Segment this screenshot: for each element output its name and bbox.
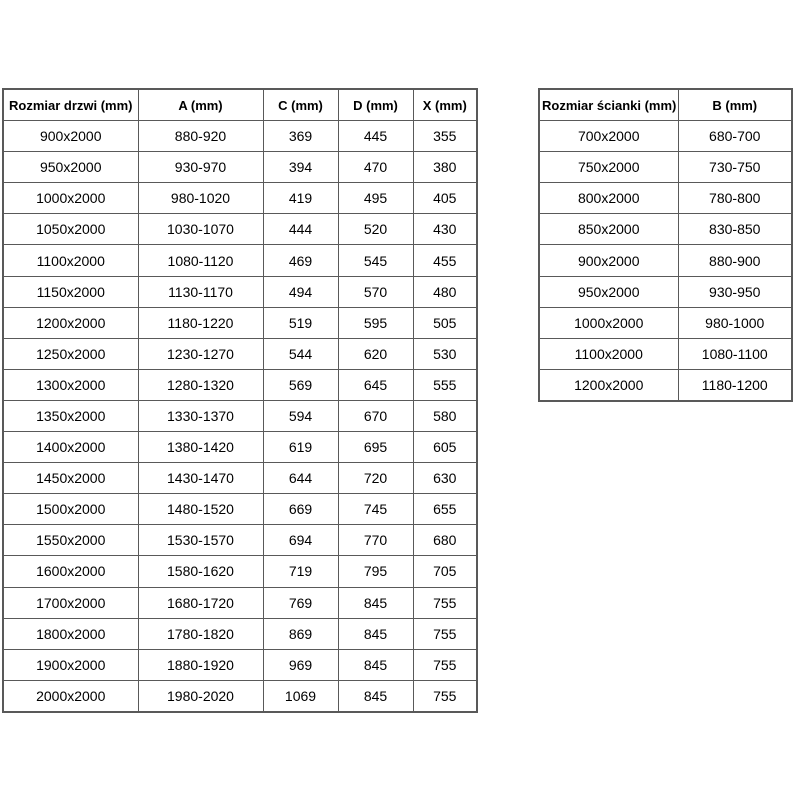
table-cell: 755 — [413, 680, 477, 712]
table-cell: 355 — [413, 121, 477, 152]
table-cell: 950x2000 — [3, 152, 138, 183]
table-cell: 1550x2000 — [3, 525, 138, 556]
table-cell: 1380-1420 — [138, 432, 263, 463]
table-cell: 869 — [263, 618, 338, 649]
table-cell: 969 — [263, 649, 338, 680]
table-cell: 630 — [413, 463, 477, 494]
table-cell: 619 — [263, 432, 338, 463]
table-cell: 494 — [263, 276, 338, 307]
table-cell: 1980-2020 — [138, 680, 263, 712]
table-row — [3, 525, 477, 556]
table-row — [3, 214, 477, 245]
table-cell: 1100x2000 — [3, 245, 138, 276]
table-cell: 605 — [413, 432, 477, 463]
table-cell: 1500x2000 — [3, 494, 138, 525]
table-cell: 405 — [413, 183, 477, 214]
table-cell: 1530-1570 — [138, 525, 263, 556]
table-cell: 1180-1220 — [138, 307, 263, 338]
table-row — [539, 338, 792, 369]
table-cell: 1130-1170 — [138, 276, 263, 307]
table-cell: 980-1020 — [138, 183, 263, 214]
table-row — [539, 369, 792, 401]
column-header: Rozmiar ścianki (mm) — [539, 89, 678, 121]
table-cell: 1180-1200 — [678, 369, 792, 401]
table-cell: 900x2000 — [3, 121, 138, 152]
table-cell: 1050x2000 — [3, 214, 138, 245]
table-cell: 770 — [338, 525, 413, 556]
table-cell: 1000x2000 — [3, 183, 138, 214]
table-cell: 1800x2000 — [3, 618, 138, 649]
table-row — [3, 121, 477, 152]
column-header: C (mm) — [263, 89, 338, 121]
header-row — [3, 89, 477, 121]
column-header: D (mm) — [338, 89, 413, 121]
table-row — [3, 649, 477, 680]
table-cell: 845 — [338, 618, 413, 649]
table-row — [539, 214, 792, 245]
table-cell: 644 — [263, 463, 338, 494]
table-cell: 1600x2000 — [3, 556, 138, 587]
table-cell: 1230-1270 — [138, 338, 263, 369]
table-cell: 750x2000 — [539, 152, 678, 183]
table-cell: 1280-1320 — [138, 369, 263, 400]
table-cell: 545 — [338, 245, 413, 276]
table-cell: 680 — [413, 525, 477, 556]
table-cell: 800x2000 — [539, 183, 678, 214]
column-header: X (mm) — [413, 89, 477, 121]
table-cell: 645 — [338, 369, 413, 400]
table-cell: 695 — [338, 432, 413, 463]
door-size-table — [2, 88, 478, 713]
table-cell: 769 — [263, 587, 338, 618]
table-cell: 1400x2000 — [3, 432, 138, 463]
table-cell: 1150x2000 — [3, 276, 138, 307]
table-cell: 1780-1820 — [138, 618, 263, 649]
column-header: A (mm) — [138, 89, 263, 121]
table-cell: 2000x2000 — [3, 680, 138, 712]
table-cell: 694 — [263, 525, 338, 556]
table-cell: 570 — [338, 276, 413, 307]
table-cell: 755 — [413, 618, 477, 649]
table-cell: 980-1000 — [678, 307, 792, 338]
table-cell: 950x2000 — [539, 276, 678, 307]
table-cell: 930-970 — [138, 152, 263, 183]
table-row — [3, 307, 477, 338]
table-row — [3, 338, 477, 369]
table-cell: 745 — [338, 494, 413, 525]
table-cell: 845 — [338, 587, 413, 618]
table-cell: 455 — [413, 245, 477, 276]
table-cell: 669 — [263, 494, 338, 525]
table-row — [3, 494, 477, 525]
table-cell: 1069 — [263, 680, 338, 712]
table-cell: 719 — [263, 556, 338, 587]
table-cell: 1430-1470 — [138, 463, 263, 494]
table-cell: 419 — [263, 183, 338, 214]
table-cell: 469 — [263, 245, 338, 276]
table-cell: 1250x2000 — [3, 338, 138, 369]
table-cell: 850x2000 — [539, 214, 678, 245]
table-cell: 880-900 — [678, 245, 792, 276]
table-row — [3, 400, 477, 431]
table-cell: 555 — [413, 369, 477, 400]
table-row — [3, 680, 477, 712]
table-cell: 1480-1520 — [138, 494, 263, 525]
table-row — [3, 369, 477, 400]
table-cell: 1030-1070 — [138, 214, 263, 245]
table-cell: 845 — [338, 649, 413, 680]
table-cell: 830-850 — [678, 214, 792, 245]
table-row — [539, 276, 792, 307]
table-cell: 520 — [338, 214, 413, 245]
table-cell: 1300x2000 — [3, 369, 138, 400]
table-cell: 795 — [338, 556, 413, 587]
table-cell: 505 — [413, 307, 477, 338]
table-cell: 580 — [413, 400, 477, 431]
table-cell: 569 — [263, 369, 338, 400]
column-header: Rozmiar drzwi (mm) — [3, 89, 138, 121]
table-cell: 900x2000 — [539, 245, 678, 276]
table-cell: 430 — [413, 214, 477, 245]
table-cell: 470 — [338, 152, 413, 183]
table-cell: 1080-1100 — [678, 338, 792, 369]
table-cell: 1880-1920 — [138, 649, 263, 680]
table-row — [3, 556, 477, 587]
table-cell: 369 — [263, 121, 338, 152]
table-cell: 700x2000 — [539, 121, 678, 152]
table-row — [539, 121, 792, 152]
table-row — [539, 152, 792, 183]
table-cell: 1900x2000 — [3, 649, 138, 680]
table-row — [3, 618, 477, 649]
table-cell: 1100x2000 — [539, 338, 678, 369]
table-cell: 1350x2000 — [3, 400, 138, 431]
table-cell: 780-800 — [678, 183, 792, 214]
table-cell: 595 — [338, 307, 413, 338]
table-cell: 519 — [263, 307, 338, 338]
table-cell: 1450x2000 — [3, 463, 138, 494]
table-cell: 445 — [338, 121, 413, 152]
table-row — [3, 152, 477, 183]
table-cell: 394 — [263, 152, 338, 183]
table-cell: 1200x2000 — [3, 307, 138, 338]
table-row — [3, 276, 477, 307]
table-cell: 845 — [338, 680, 413, 712]
table-cell: 1080-1120 — [138, 245, 263, 276]
table-cell: 444 — [263, 214, 338, 245]
column-header: B (mm) — [678, 89, 792, 121]
table-row — [3, 587, 477, 618]
wall-size-table — [538, 88, 793, 402]
table-cell: 1330-1370 — [138, 400, 263, 431]
table-cell: 620 — [338, 338, 413, 369]
header-row — [539, 89, 792, 121]
table-cell: 680-700 — [678, 121, 792, 152]
table-cell: 1200x2000 — [539, 369, 678, 401]
table-cell: 930-950 — [678, 276, 792, 307]
table-row — [3, 463, 477, 494]
table-cell: 1680-1720 — [138, 587, 263, 618]
table-cell: 720 — [338, 463, 413, 494]
table-cell: 1700x2000 — [3, 587, 138, 618]
table-cell: 670 — [338, 400, 413, 431]
table-row — [539, 245, 792, 276]
table-row — [539, 183, 792, 214]
table-cell: 730-750 — [678, 152, 792, 183]
table-cell: 655 — [413, 494, 477, 525]
table-cell: 880-920 — [138, 121, 263, 152]
table-row — [3, 245, 477, 276]
table-cell: 544 — [263, 338, 338, 369]
table-cell: 705 — [413, 556, 477, 587]
table-row — [539, 307, 792, 338]
table-cell: 755 — [413, 587, 477, 618]
table-row — [3, 432, 477, 463]
table-cell: 480 — [413, 276, 477, 307]
table-cell: 495 — [338, 183, 413, 214]
table-cell: 594 — [263, 400, 338, 431]
table-row — [3, 183, 477, 214]
table-cell: 755 — [413, 649, 477, 680]
table-cell: 530 — [413, 338, 477, 369]
table-cell: 380 — [413, 152, 477, 183]
table-cell: 1000x2000 — [539, 307, 678, 338]
table-cell: 1580-1620 — [138, 556, 263, 587]
